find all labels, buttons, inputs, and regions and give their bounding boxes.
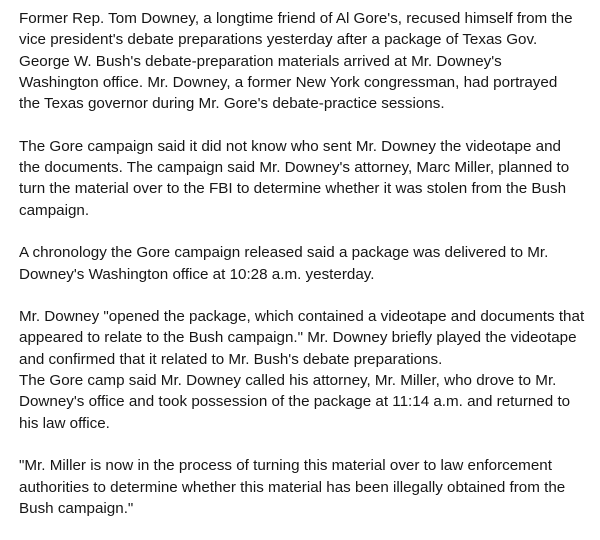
paragraph-downey-recusal: Former Rep. Tom Downey, a longtime friend of Al Gore's, recused himself from the vice president's debate preparations yesterday after a package of Texas Gov. George W. Bush's debate-preparation materials arrived at Mr. Downey's Washington office. Mr. Downey, a former New York congressman, had portrayed the Texas governor during Mr. Gore's debate-practice sessions. <box>19 10 573 113</box>
paragraph-attorney-called: The Gore camp said Mr. Downey called his attorney, Mr. Miller, who drove to Mr. Downey's office and took possession of the package at 11:14 a.m. and returned to his law office. <box>19 372 571 432</box>
paragraph-campaign-statement: The Gore campaign said it did not know who sent Mr. Downey the videotape and the documents. The campaign said Mr. Downey's attorney, Marc Miller, planned to turn the material over to the FBI to determine whether it was stolen from the Bush campaign. <box>19 137 570 219</box>
paragraph-chronology: A chronology the Gore campaign released said a package was delivered to Mr. Downey's Washington office at 10:28 a.m. yesterday. <box>19 244 549 283</box>
paragraph-package-opened: Mr. Downey "opened the package, which contained a videotape and documents that appeared to relate to the Bush campaign." Mr. Downey briefly played the videotape and confirmed that it related to Mr. Bush's debate preparations. <box>19 308 585 368</box>
paragraph-miller-quote: "Mr. Miller is now in the process of turning this material over to law enforcement authorities to determine whether this material has been illegally obtained from the Bush campaign." <box>19 457 566 517</box>
article-body <box>19 8 593 540</box>
